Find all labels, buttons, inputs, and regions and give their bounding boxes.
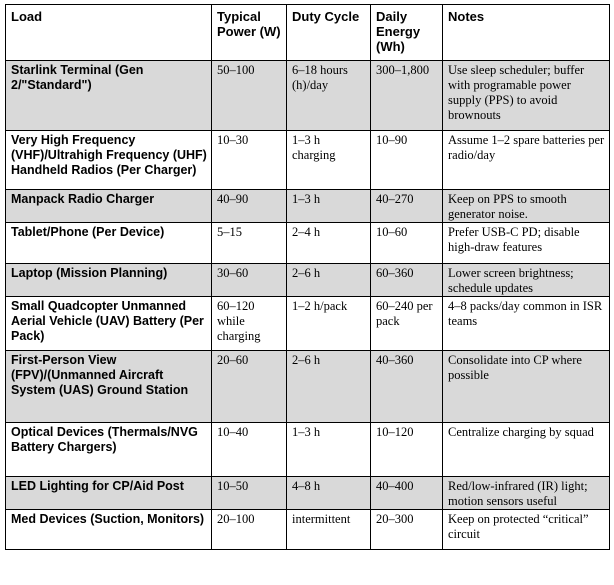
table-header-row	[6, 5, 610, 61]
cell-notes: Lower screen brightness; schedule updates	[443, 264, 610, 297]
cell-daily-energy: 20–300	[371, 510, 443, 550]
table-row	[6, 264, 610, 297]
cell-notes: Assume 1–2 spare batteries per radio/day	[443, 131, 610, 190]
cell-typical-power: 10–40	[212, 423, 287, 477]
cell-duty-cycle: 1–3 h charging	[287, 131, 371, 190]
cell-duty-cycle: 6–18 hours (h)/day	[287, 61, 371, 131]
table-row	[6, 351, 610, 423]
table-row	[6, 423, 610, 477]
table-row	[6, 477, 610, 510]
cell-load: Tablet/Phone (Per Device)	[6, 223, 212, 264]
table-row	[6, 190, 610, 223]
cell-notes: Keep on PPS to smooth generator noise.	[443, 190, 610, 223]
cell-load: Very High Frequency (VHF)/Ultrahigh Frequency (UHF) Handheld Radios (Per Charger)	[6, 131, 212, 190]
power-loads-table	[5, 4, 610, 550]
table-row	[6, 223, 610, 264]
table-body	[6, 61, 610, 550]
cell-typical-power: 40–90	[212, 190, 287, 223]
cell-typical-power: 60–120 while charging	[212, 297, 287, 351]
table-row	[6, 297, 610, 351]
cell-duty-cycle: 4–8 h	[287, 477, 371, 510]
cell-duty-cycle: 1–3 h	[287, 423, 371, 477]
cell-duty-cycle: intermittent	[287, 510, 371, 550]
cell-load: Manpack Radio Charger	[6, 190, 212, 223]
cell-notes: Red/low-infrared (IR) light; motion sensors useful	[443, 477, 610, 510]
cell-notes: Use sleep scheduler; buffer with programable power supply (PPS) to avoid brownouts	[443, 61, 610, 131]
cell-daily-energy: 10–90	[371, 131, 443, 190]
cell-load: LED Lighting for CP/Aid Post	[6, 477, 212, 510]
cell-duty-cycle: 2–6 h	[287, 264, 371, 297]
cell-daily-energy: 60–360	[371, 264, 443, 297]
cell-daily-energy: 300–1,800	[371, 61, 443, 131]
cell-daily-energy: 40–360	[371, 351, 443, 423]
header-typical-power: Typical Power (W)	[212, 5, 287, 61]
cell-load: Laptop (Mission Planning)	[6, 264, 212, 297]
cell-daily-energy: 10–60	[371, 223, 443, 264]
cell-typical-power: 5–15	[212, 223, 287, 264]
cell-daily-energy: 10–120	[371, 423, 443, 477]
table-row	[6, 131, 610, 190]
cell-duty-cycle: 2–6 h	[287, 351, 371, 423]
cell-daily-energy: 40–270	[371, 190, 443, 223]
table-row	[6, 61, 610, 131]
header-load: Load	[6, 5, 212, 61]
cell-load: Med Devices (Suction, Monitors)	[6, 510, 212, 550]
cell-daily-energy: 60–240 per pack	[371, 297, 443, 351]
header-daily-energy: Daily Energy (Wh)	[371, 5, 443, 61]
cell-notes: Prefer USB-C PD; disable high-draw features	[443, 223, 610, 264]
cell-typical-power: 10–50	[212, 477, 287, 510]
table-row	[6, 510, 610, 550]
cell-typical-power: 20–100	[212, 510, 287, 550]
cell-typical-power: 20–60	[212, 351, 287, 423]
cell-daily-energy: 40–400	[371, 477, 443, 510]
cell-load: First-Person View (FPV)/(Unmanned Aircraft System (UAS) Ground Station	[6, 351, 212, 423]
header-notes: Notes	[443, 5, 610, 61]
cell-duty-cycle: 1–3 h	[287, 190, 371, 223]
cell-typical-power: 50–100	[212, 61, 287, 131]
cell-notes: Consolidate into CP where possible	[443, 351, 610, 423]
header-duty-cycle: Duty Cycle	[287, 5, 371, 61]
cell-load: Small Quadcopter Unmanned Aerial Vehicle (UAV) Battery (Per Pack)	[6, 297, 212, 351]
cell-duty-cycle: 2–4 h	[287, 223, 371, 264]
cell-notes: Centralize charging by squad	[443, 423, 610, 477]
cell-typical-power: 10–30	[212, 131, 287, 190]
cell-typical-power: 30–60	[212, 264, 287, 297]
cell-load: Optical Devices (Thermals/NVG Battery Chargers)	[6, 423, 212, 477]
cell-notes: 4–8 packs/day common in ISR teams	[443, 297, 610, 351]
cell-notes: Keep on protected “critical” circuit	[443, 510, 610, 550]
cell-load: Starlink Terminal (Gen 2/"Standard")	[6, 61, 212, 131]
cell-duty-cycle: 1–2 h/pack	[287, 297, 371, 351]
